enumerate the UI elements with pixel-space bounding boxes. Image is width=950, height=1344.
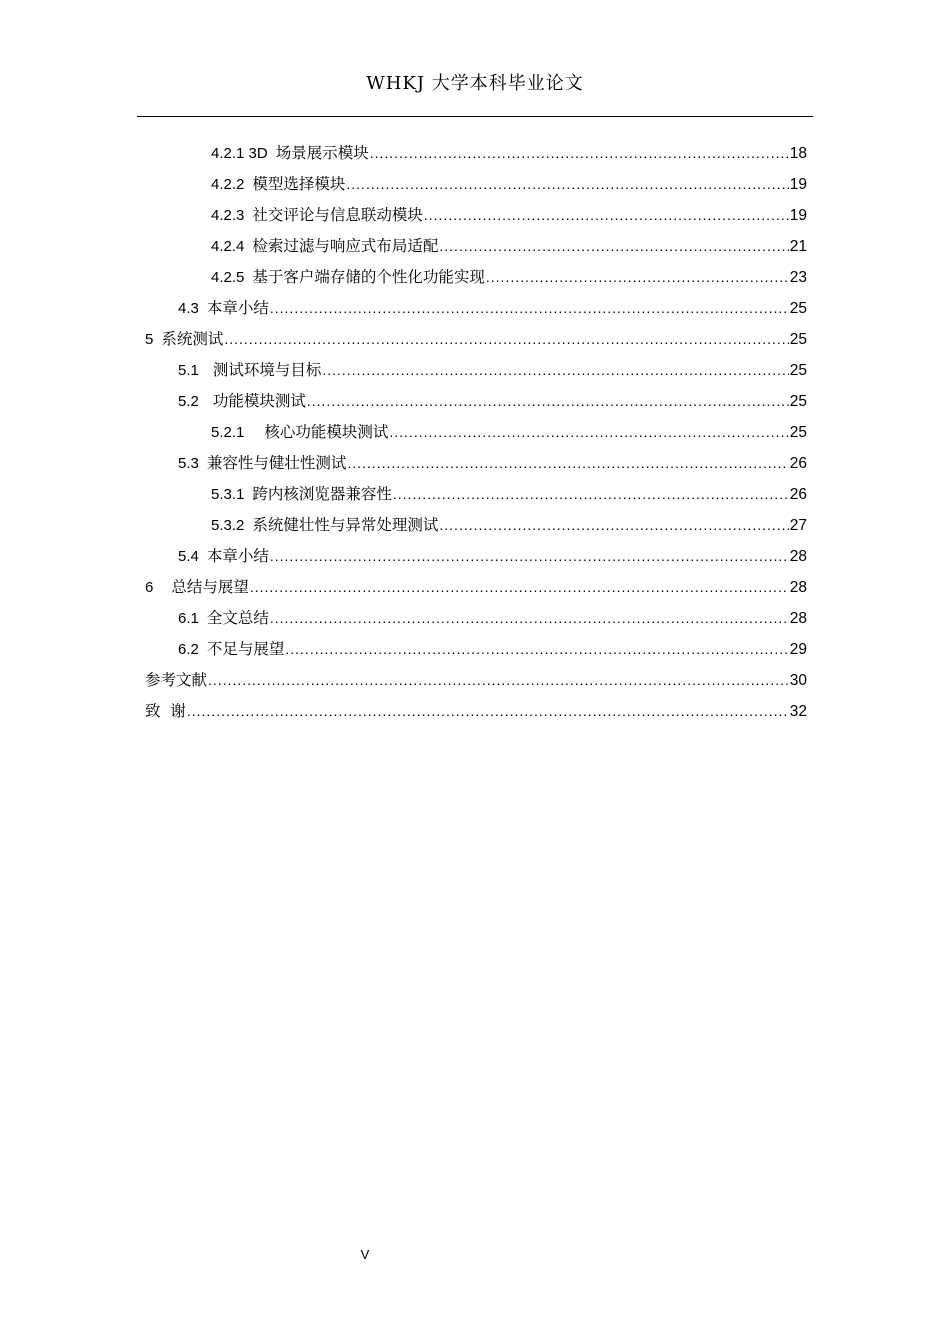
toc-entry-page: 26	[789, 455, 807, 472]
toc-entry[interactable]	[145, 168, 807, 199]
toc-entry[interactable]	[145, 199, 807, 230]
toc-entry-title: 功能模块测试	[212, 392, 306, 410]
toc-entry[interactable]	[145, 137, 807, 168]
toc-entry-number: 4.2.1 3D	[211, 145, 268, 162]
toc-dot-leader	[389, 417, 788, 448]
toc-entry-title: 场景展示模块	[275, 144, 369, 162]
toc-entry-page: 18	[789, 145, 807, 162]
toc-entry-title: 跨内核浏览器兼容性	[252, 485, 392, 503]
toc-entry-number: 5.2.1	[211, 424, 245, 441]
toc-entry-number: 6	[145, 579, 154, 596]
toc-dot-leader	[187, 696, 789, 727]
toc-entry-page: 26	[789, 486, 807, 503]
toc-entry-number: 5.3	[178, 455, 199, 472]
toc-entry-title: 模型选择模块	[252, 175, 346, 193]
toc-entry-number: 4.2.5	[211, 269, 245, 286]
toc-entry[interactable]	[145, 261, 807, 292]
toc-entry-page: 28	[789, 579, 807, 596]
toc-entry-title: 兼容性与健壮性测试	[206, 454, 347, 472]
toc-entry-title: 本章小结	[206, 299, 269, 317]
toc-entry-title: 系统健壮性与异常处理测试	[252, 516, 439, 534]
toc-entry-title: 不足与展望	[206, 640, 285, 658]
toc-entry-page: 25	[789, 424, 807, 441]
toc-entry-page: 25	[789, 393, 807, 410]
page-number: V	[360, 1247, 370, 1262]
toc-entry[interactable]	[145, 478, 807, 509]
toc-entry-page: 19	[789, 207, 807, 224]
toc-entry-page: 28	[789, 610, 807, 627]
toc-entry-page: 25	[789, 331, 807, 348]
toc-entry-number: 5.2	[178, 393, 199, 410]
toc-entry-title: 致 谢	[145, 702, 186, 720]
toc-entry-page: 27	[789, 517, 807, 534]
toc-entry[interactable]	[145, 416, 807, 447]
toc-dot-leader	[250, 572, 789, 603]
toc-entry-number: 6.1	[178, 610, 199, 627]
toc-entry-page: 23	[789, 269, 807, 286]
toc-entry[interactable]	[145, 292, 807, 323]
toc-entry-title: 全文总结	[206, 609, 269, 627]
toc-dot-leader	[393, 479, 789, 510]
toc-dot-leader	[486, 262, 789, 293]
toc-entry[interactable]	[145, 230, 807, 261]
toc-entry-number: 4.2.3	[211, 207, 245, 224]
toc-entry-number: 4.2.4	[211, 238, 245, 255]
toc-entry-page: 30	[789, 672, 807, 689]
toc-dot-leader	[270, 541, 789, 572]
toc-entry[interactable]	[145, 602, 807, 633]
toc-dot-leader	[322, 355, 788, 386]
toc-entry[interactable]	[145, 540, 807, 571]
toc-entry-number: 6.2	[178, 641, 199, 658]
toc-entry[interactable]	[145, 323, 807, 354]
toc-dot-leader	[347, 448, 788, 479]
toc-dot-leader	[370, 138, 789, 169]
toc-entry-title: 系统测试	[161, 330, 224, 348]
toc-entry[interactable]	[145, 385, 807, 416]
toc-entry[interactable]	[145, 664, 807, 695]
toc-entry[interactable]	[145, 633, 807, 664]
table-of-contents	[145, 137, 807, 726]
toc-dot-leader	[270, 293, 789, 324]
toc-entry-title: 测试环境与目标	[212, 361, 322, 379]
toc-dot-leader	[208, 665, 789, 696]
toc-entry[interactable]	[145, 571, 807, 602]
toc-entry-number: 5.1	[178, 362, 199, 379]
toc-dot-leader	[285, 634, 788, 665]
toc-entry-title: 核心功能模块测试	[264, 423, 389, 441]
toc-dot-leader	[424, 200, 789, 231]
toc-dot-leader	[270, 603, 789, 634]
toc-entry[interactable]	[145, 695, 807, 726]
toc-entry-number: 5.3.1	[211, 486, 245, 503]
page-header-title: WHKJ 大学本科毕业论文	[366, 73, 584, 94]
toc-dot-leader	[307, 386, 789, 417]
toc-entry-title: 参考文献	[145, 671, 208, 689]
toc-dot-leader	[439, 231, 788, 262]
toc-entry-page: 25	[789, 362, 807, 379]
toc-entry-title: 检索过滤与响应式布局适配	[252, 237, 439, 255]
toc-entry-number: 5.4	[178, 548, 199, 565]
toc-entry-page: 19	[789, 176, 807, 193]
toc-entry-number: 4.2.2	[211, 176, 245, 193]
toc-entry-page: 28	[789, 548, 807, 565]
toc-entry-title: 社交评论与信息联动模块	[252, 206, 423, 224]
toc-entry-number: 5	[145, 331, 154, 348]
toc-entry-number: 5.3.2	[211, 517, 245, 534]
toc-entry[interactable]	[145, 509, 807, 540]
toc-entry-number: 4.3	[178, 300, 199, 317]
header-divider	[137, 116, 813, 117]
toc-dot-leader	[224, 324, 788, 355]
toc-entry-title: 总结与展望	[171, 578, 249, 596]
toc-entry-page: 29	[789, 641, 807, 658]
toc-dot-leader	[439, 510, 788, 541]
toc-entry[interactable]	[145, 447, 807, 478]
toc-entry-page: 32	[789, 703, 807, 720]
toc-dot-leader	[346, 169, 788, 200]
toc-entry[interactable]	[145, 354, 807, 385]
toc-entry-page: 25	[789, 300, 807, 317]
toc-entry-page: 21	[789, 238, 807, 255]
toc-entry-title: 本章小结	[206, 547, 269, 565]
toc-entry-title: 基于客户端存储的个性化功能实现	[252, 268, 485, 286]
